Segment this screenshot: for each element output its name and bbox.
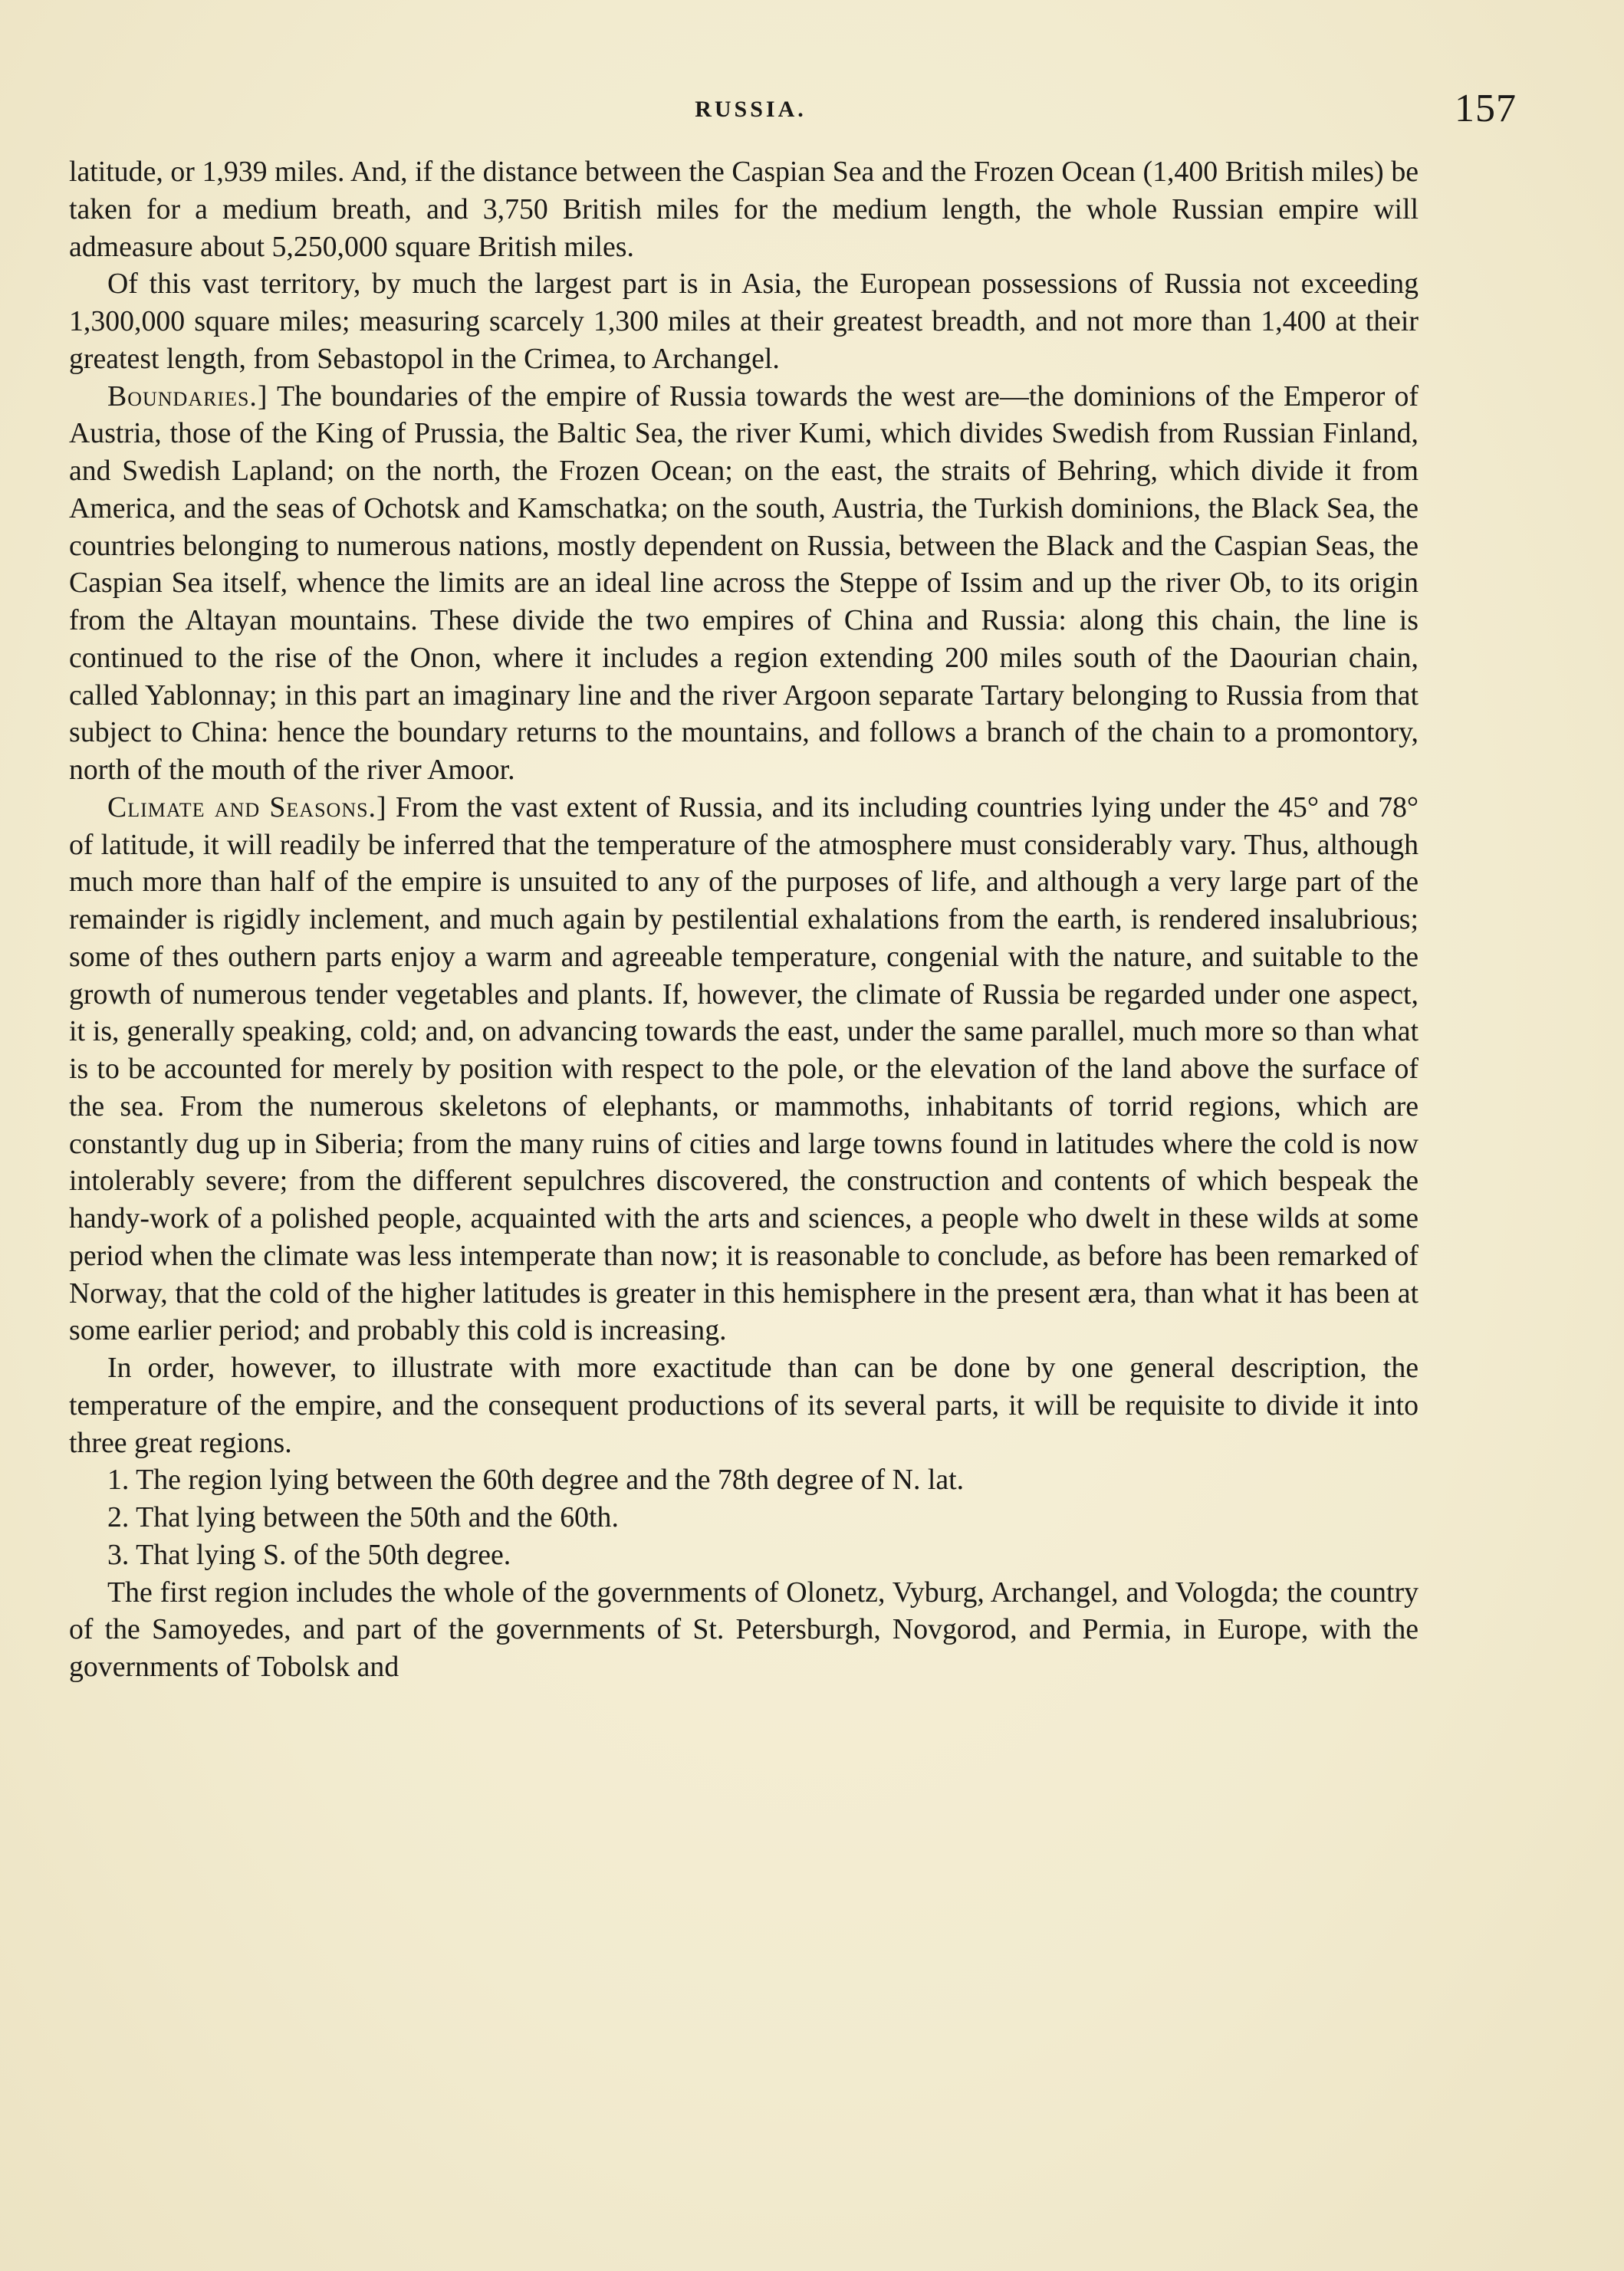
paragraph-text: 3. That lying S. of the 50th degree. bbox=[107, 1538, 511, 1571]
paragraph-text: In order, however, to illustrate with more exactitude than can be done by one general description, the temperature of the empire, and the consequent productions of its several parts, it will be requisite to divide it into three great regions. bbox=[69, 1352, 1419, 1459]
paragraph-text: The boundaries of the empire of Russia towards the west are—the dominions of the Emperor of Austria, those of the King of Prussia, the Baltic Sea, the river Kumi, which divides Swedish from Russian Finland, and Swedish Lapland; on the north, the Frozen Ocean; on the east, the straits of Behring, which divide it from America, and the seas of Ochotsk and Kamschatka; on the south, Austria, the Turkish dominions, the Black Sea, the countries belonging to numerous nations, mostly dependent on Russia, between the Black and the Caspian Seas, the Caspian Sea itself, whence the limits are an ideal line across the Steppe of Issim and up the river Ob, to its origin from the Altayan mountains. These divide the two empires of China and Russia: along this chain, the line is continued to the rise of the Onon, where it includes a region extending 200 miles south of the Daourian chain, called Yablonnay; in this part an imaginary line and the river Argoon separate Tartary belonging to Russia from that subject to China: hence the boundary returns to the mountains, and follows a branch of the chain to a promontory, north of the mouth of the river Amoor. bbox=[69, 380, 1419, 786]
list-item-region-1 bbox=[69, 1461, 1419, 1499]
paragraph-text: 2. That lying between the 50th and the 60th. bbox=[107, 1501, 619, 1533]
paragraph-text: Of this vast territory, by much the largest part is in Asia, the European possessions of Russia not exceeding 1,300,000 square miles; measuring scarcely 1,300 miles at their greatest breadth, and not more than 1,400 at their greatest length, from Sebastopol in the Crimea, to Archangel. bbox=[69, 268, 1419, 375]
paragraph-text: From the vast extent of Russia, and its including countries lying under the 45° and 78° of latitude, it will readily be inferred that the temperature of the atmosphere must considerably vary. Thus, although much more than half of the empire is unsuited to any of the purposes of life, and although a very large part of the remainder is rigidly inclement, and much again by pestilential exhalations from the earth, is rendered insalubrious; some of thes outhern parts enjoy a warm and agreeable temperature, congenial with the nature, and suitable to the growth of numerous tender vegetables and plants. If, however, the climate of Russia be regarded under one aspect, it is, generally speaking, cold; and, on advancing towards the east, under the same parallel, much more so than what is to be accounted for merely by position with respect to the pole, or the elevation of the land above the surface of the sea. From the numerous skeletons of elephants, or mammoths, inhabitants of torrid regions, which are constantly dug up in Siberia; from the many ruins of cities and large towns found in latitudes where the cold is now intolerably severe; from the different sepulchres discovered, the construction and contents of which bespeak the handy-work of a polished people, acquainted with the arts and sciences, a people who dwelt in these wilds at some period when the climate was less intemperate than now; it is reasonable to conclude, as before has been remarked of Norway, that the cold of the higher latitudes is greater in this hemisphere in the present æra, than what it has been at some earlier period; and probably this cold is increasing. bbox=[69, 790, 1419, 1347]
list-item-region-3 bbox=[69, 1536, 1419, 1574]
body-text bbox=[69, 153, 1419, 1686]
paragraph-first-region bbox=[69, 1574, 1419, 1686]
paragraph-text: latitude, or 1,939 miles. And, if the distance between the Caspian Sea and the Frozen Ocean (1,400 British miles) be taken for a medium breath, and 3,750 British miles for the medium length, the whole Russian empire will admeasure about 5,250,000 square British miles. bbox=[69, 156, 1419, 263]
paragraph-text: The first region includes the whole of the governments of Olonetz, Vyburg, Archangel, and Vologda; the country of the Samoyedes, and part of the governments of St. Petersburgh, Novgorod, and Permia, in Europe, with the governments of Tobolsk and bbox=[69, 1576, 1419, 1683]
paragraph-text: 1. The region lying between the 60th degree and the 78th degree of N. lat. bbox=[107, 1464, 965, 1497]
running-head bbox=[69, 87, 1517, 136]
running-head-title: RUSSIA. bbox=[695, 97, 807, 122]
paragraph-boundaries bbox=[69, 378, 1419, 789]
paragraph-territory bbox=[69, 265, 1419, 377]
section-heading-boundaries: Boundaries.] bbox=[107, 380, 268, 412]
page-number: 157 bbox=[1455, 87, 1517, 130]
paragraph-regions-intro bbox=[69, 1349, 1419, 1461]
list-item-region-2 bbox=[69, 1499, 1419, 1536]
paragraph-continuation bbox=[69, 153, 1419, 265]
section-heading-climate: Climate and Seasons.] bbox=[107, 790, 387, 823]
paragraph-climate bbox=[69, 789, 1419, 1349]
